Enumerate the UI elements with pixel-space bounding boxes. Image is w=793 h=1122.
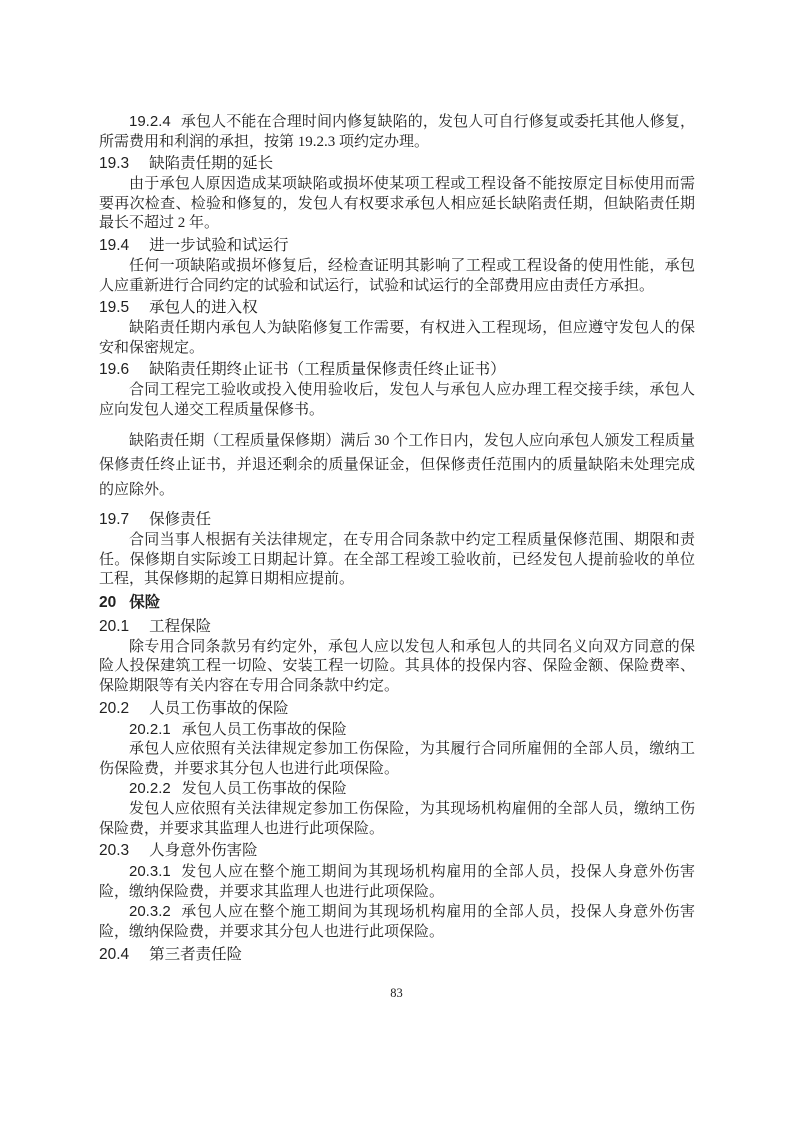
section-title: 工程保险 — [149, 617, 212, 635]
section-heading-20-3 — [99, 840, 695, 861]
section-number: 19.5 — [99, 299, 130, 317]
paragraph: 除专用合同条款另有约定外，承包人应以发包人和承包人的共同名义向双方同意的保险人投保建筑工程一切险、安装工程一切险。其具体的投保内容、保险金额、保险费率、保险期限等有关内容在专用合同条款中约定。 — [99, 638, 695, 694]
section-heading-19-5 — [99, 297, 695, 318]
clause-paragraph-20-3-1 — [99, 862, 695, 902]
section-number: 20.3 — [99, 842, 130, 860]
clause-text: 承包人不能在合理时间内修复缺陷的，发包人可自行修复或委托其他人修复，所需费用和利润的承担，按第 19.2.3 项约定办理。 — [99, 114, 695, 150]
section-heading-19-6 — [99, 359, 695, 380]
section-title: 承包人的进入权 — [149, 299, 258, 317]
section-number: 19.6 — [99, 361, 130, 379]
clause-number: 20.3.1 — [129, 863, 171, 881]
section-number: 20.2.2 — [129, 780, 171, 798]
paragraph: 合同当事人根据有关法律规定，在专用合同条款中约定工程质量保修范围、期限和责任。保修期自实际竣工日期起计算。在全部工程竣工验收前，已经发包人提前验收的单位工程，其保修期的起算日期相应提前。 — [99, 532, 695, 588]
clause-number: 20.3.2 — [129, 903, 171, 921]
section-heading-20-1 — [99, 616, 695, 637]
section-title: 缺陷责任期终止证书（工程质量保修责任终止证书） — [149, 361, 506, 379]
section-title: 人身意外伤害险 — [149, 842, 258, 860]
clause-number: 19.2.4 — [129, 113, 171, 130]
section-number: 20.1 — [99, 617, 130, 635]
section-heading-20-2 — [99, 698, 695, 719]
paragraph: 缺陷责任期内承包人为缺陷修复工作需要，有权进入工程现场，但应遵守发包人的保安和保密规定。 — [99, 320, 695, 356]
clause-paragraph-19-2-4 — [99, 112, 695, 152]
page-number: 83 — [390, 986, 403, 1000]
section-title: 保险 — [129, 593, 161, 611]
paragraph: 任何一项缺陷或损坏修复后，经检查证明其影响了工程或工程设备的使用性能，承包人应重新进行合同约定的试验和试运行，试验和试运行的全部费用应由责任方承担。 — [99, 257, 695, 294]
section-title: 承包人员工伤事故的保险 — [181, 721, 347, 738]
section-heading-19-7 — [99, 509, 695, 530]
section-heading-19-3 — [99, 153, 695, 174]
paragraph: 承包人应依照有关法律规定参加工伤保险，为其履行合同所雇佣的全部人员，缴纳工伤保险费，并要求其分包人也进行此项保险。 — [99, 741, 695, 777]
section-heading-20-2-2 — [99, 779, 695, 800]
paragraph: 发包人应依照有关法律规定参加工伤保险，为其现场机构雇佣的全部人员，缴纳工伤保险费，并要求其监理人也进行此项保险。 — [99, 800, 695, 837]
section-title: 缺陷责任期的延长 — [149, 155, 274, 173]
paragraph: 由于承包人原因造成某项缺陷或损坏使某项工程或工程设备不能按原定目标使用而需要再次检查、检验和修复的，发包人有权要求承包人相应延长缺陷责任期，但缺陷责任期最长不超过 2 年。 — [99, 176, 695, 232]
section-number: 20.4 — [99, 945, 130, 963]
clause-paragraph-20-3-2 — [99, 902, 695, 942]
section-heading-19-4 — [99, 235, 695, 256]
section-number: 20.2.1 — [129, 720, 171, 738]
section-title: 保修责任 — [149, 511, 212, 529]
section-number: 20.2 — [99, 699, 130, 717]
section-number: 19.4 — [99, 236, 130, 254]
paragraph: 缺陷责任期（工程质量保修期）满后 30 个工作日内，发包人应向承包人颁发工程质量保修责任终止证书，并退还剩余的质量保证金，但保修责任范围内的质量缺陷未处理完成的应除外。 — [99, 432, 695, 498]
section-title: 人员工伤事故的保险 — [149, 699, 289, 717]
document-content — [99, 112, 695, 966]
section-title: 第三者责任险 — [149, 945, 243, 963]
section-number: 19.3 — [99, 155, 130, 173]
section-title: 进一步试验和试运行 — [149, 236, 289, 254]
section-heading-20-2-1 — [99, 720, 695, 741]
section-heading-20-4 — [99, 944, 695, 965]
clause-text: 发包人应在整个施工期间为其现场机构雇用的全部人员，投保人身意外伤害险，缴纳保险费，并要求其监理人也进行此项保险。 — [99, 864, 695, 900]
section-number: 19.7 — [99, 511, 130, 529]
clause-text: 承包人应在整个施工期间为其现场机构雇用的全部人员，投保人身意外伤害险，缴纳保险费，并要求其分包人也进行此项保险。 — [99, 904, 695, 940]
section-title: 发包人员工伤事故的保险 — [181, 781, 347, 798]
paragraph: 合同工程完工验收或投入使用验收后，发包人与承包人应办理工程交接手续，承包人应向发包人递交工程质量保修书。 — [99, 382, 695, 418]
section-heading-20 — [99, 592, 695, 613]
section-number: 20 — [99, 593, 117, 611]
